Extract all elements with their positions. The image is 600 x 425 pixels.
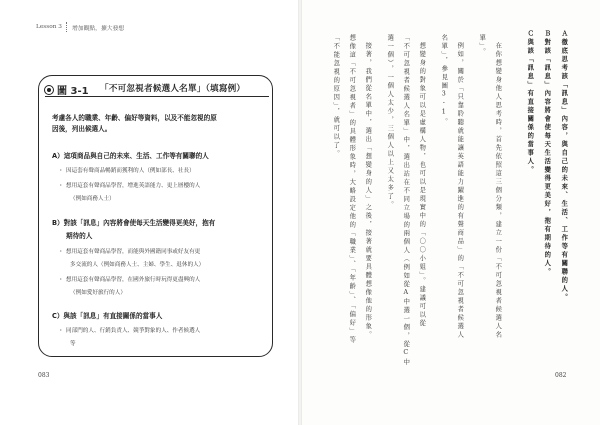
body-column: 例如，關於「只靠聆聽就能讓英語能力躍進的有聲商品」的「不可忽視者候選人 <box>456 42 464 340</box>
intro-line: 考慮各人的職業、年齡、偏好等資料，以及不能忽視的原 <box>52 114 217 122</box>
body-column: 在你想變身他人思考時，首先依照這三個分類，建立一份「不可忽視者候選人名 <box>494 42 502 340</box>
figure-divider <box>45 96 269 97</box>
section-b-item-1: ・ 想用這套有聲商品學習，而能與外國籍同事或好友有更 <box>66 247 266 258</box>
criterion-a-column: Ａ徹底思考該「訊息」內容，與自己的未來、生活、工作等有關聯的人。 <box>560 30 568 302</box>
body-column: 想像這「不可忽視者」的具體形象時，大略設定他的「職業」、「年齡」、「偏好」等 <box>348 34 356 345</box>
body-column: 單」。 <box>478 34 486 57</box>
page-number-right: 082 <box>555 372 567 379</box>
figure-intro <box>52 113 262 135</box>
section-c-item-1: ・ 同部門的人、行銷負責人、競爭對象的人、作者候選人 <box>66 326 266 337</box>
body-column: 想變身的對象可以是虛構人物，也可以是現實中的「〇〇小姐」。建議可以從 <box>418 42 426 328</box>
body-column: 接著，我們從名單中，選出「想變身的人」之後，接著就要具體想像他的形象。 <box>364 42 372 340</box>
section-b-heading: B）對該「訊息」內容將會使每天生活變得更美好，抱有 <box>52 219 216 227</box>
section-c-item-1-cont: 等 <box>70 341 76 347</box>
chapter-title: 增加觀點，擴大發想 <box>71 25 125 32</box>
section-c-heading: C）與該「訊息」有直接關係的當事人 <box>52 312 163 320</box>
section-b-item-1-cont: 多交流的人（例如商務人士、主婦、學生、退休的人） <box>70 262 205 268</box>
figure-title: 「不可忽視者候選人名單」（填寫例） <box>100 84 246 94</box>
section-a-item-2: ・ 想用這套有聲商品學習，增進英語能力、更上層樓的人 <box>66 181 266 192</box>
criterion-b-column: Ｂ對該「訊息」內容將會使每天生活變得更美好，抱有期待的人。 <box>543 30 551 277</box>
section-a-item-2-cont: （例如商務人士） <box>70 196 115 202</box>
figure-label <box>44 82 89 97</box>
lesson-label: Lesson 3 <box>36 24 62 30</box>
right-page <box>300 0 600 425</box>
criterion-c-column: Ｃ與該「訊息」有直接關係的當事人。 <box>526 30 534 175</box>
intro-line: 因後，列出候選人。 <box>52 125 112 133</box>
running-header <box>36 22 124 32</box>
dotted-divider <box>66 22 68 32</box>
figure-bullet-icon <box>44 85 54 95</box>
section-a-heading: A）這項商品與自己的未來、生活、工作等有關聯的人 <box>52 152 209 160</box>
body-column: 「不可忽視者候選人名單」中，選出站在不同立場的兩個人（例如從A中選一個，從C中 <box>402 34 410 367</box>
book-spine <box>298 0 302 425</box>
body-column: 「不能忽視的原因」，就可以了。 <box>332 34 340 159</box>
section-b-item-2-cont: （例如愛好旅行的人） <box>70 290 126 296</box>
page-number-left: 083 <box>38 372 50 379</box>
section-b-item-2: ・ 想用這套有聲商品學習，在國外旅行時玩得更盡興的人 <box>66 275 266 286</box>
section-a-item-1: ・ 因這套有聲商品暢銷而獲利的人（例如部長、社長） <box>66 166 266 177</box>
body-column: 選一個），一個人太少，三個人以上又太多了。 <box>386 34 394 210</box>
section-b-heading-cont: 期待的人 <box>66 232 93 240</box>
figure-number: 圖 3-1 <box>57 86 89 97</box>
body-column: 名單」，參見圖3-1。 <box>440 34 448 127</box>
